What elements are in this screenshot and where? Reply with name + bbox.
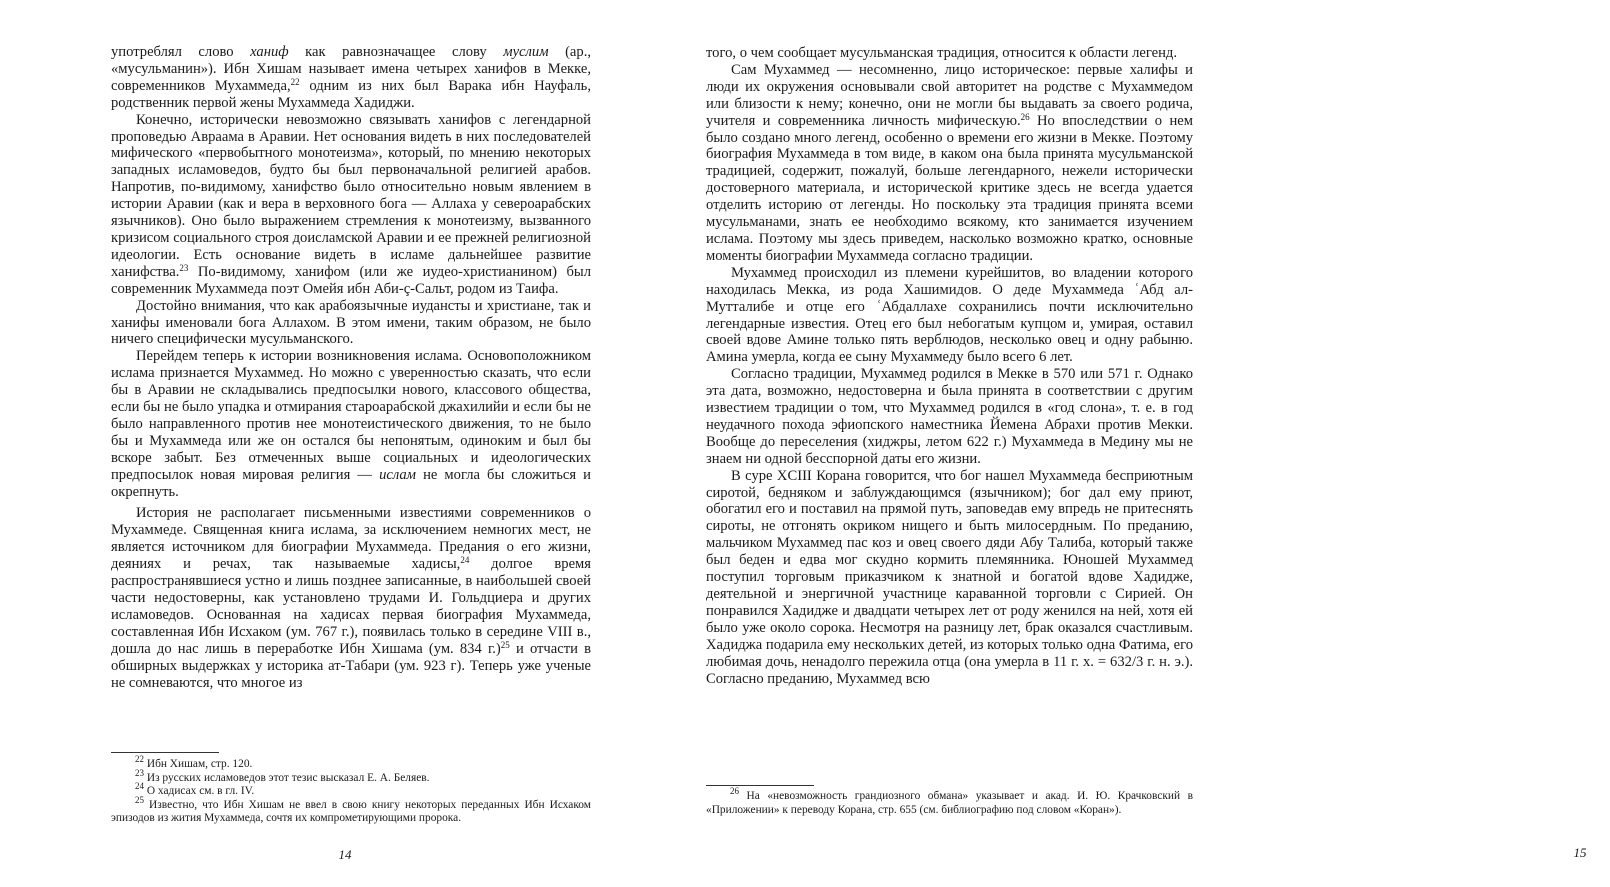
footnote-ref: 23 <box>179 262 189 273</box>
page-number: 15 <box>1573 845 1587 860</box>
footnote-number: 26 <box>730 786 739 796</box>
right-page <box>632 0 1587 887</box>
footnote-text: Из русских исламоведов этот тезис высказал Е. А. Беляев. <box>144 771 430 784</box>
right-page-body <box>706 45 1193 687</box>
paragraph <box>706 265 1193 366</box>
text-run: Согласно традиции, Мухаммед родился в Мекке в 570 или 571 г. Однако эта дата, возможно, недостоверна и была принята в соответствии с другим известием традиции о том, что Мухаммед родился в «год слона», т. е. в год неудачного похода эфиопского наместника Йемена Абрахи против Мекки. Вообще до переселения (хиджры, летом 622 г.) Мухаммеда в Медину мы не знаем ни одной бесспорной даты его жизни. <box>706 366 1193 467</box>
footnote-ref: 26 <box>1020 111 1030 122</box>
footnote-text: О хадисах см. в гл. IV. <box>144 785 255 798</box>
footnote-ref: 24 <box>460 555 470 566</box>
text-run: того, о чем сообщает мусульманская традиция, относится к области легенд. <box>706 45 1177 61</box>
text-run: Достойно внимания, что как арабоязычные иудансты и христиане, так и ханифы именовали бога Аллахом. В этом имени, таким образом, не было ничего специфически мусульманского. <box>111 297 591 348</box>
footnote-separator <box>111 752 219 753</box>
paragraph <box>706 468 1193 688</box>
text-run: одним из них был Варака ибн Науфаль, родственник первой жены Мухаммеда Хадиджи. <box>111 77 591 111</box>
text-run: Перейдем теперь к истории возникновения ислама. Основоположником ислама признается Мухаммед. Но можно с уверенностью сказать, что если бы в Аравии не складывались предпосылки нового, классового общества, если бы не было упадка и отмирания староарабской джахилийи и если бы не было направленного против нее монотеистического движения, то не было бы и Мухаммеда или же он остался бы непонятым, одиноким и был бы вскоре забыт. Без отмеченных выше социальных и идеологических предпосылок новая мировая религия — <box>111 348 591 483</box>
footnote-text: Ибн Хишам, стр. 120. <box>144 758 253 770</box>
footnote-ref: 22 <box>290 76 300 87</box>
left-page-body <box>111 44 591 691</box>
text-run: Мухаммед происходил из племени курейшитов, во владении которого находилась Мекка, из рода Хашимидов. О деде Мухаммеда ʿАбд ал-Мутталибе и отце его ʿАбдаллахе сохранились почти исключительно легендарные известия. Отец его был небогатым купцом и, умирая, оставил своей вдове Амине только пять верблюдов, несколько овец и одну рабыню. Амина умерла, когда ее сыну Мухаммеду было всего 6 лет. <box>706 264 1193 366</box>
footnote-number: 25 <box>135 794 144 805</box>
text-run: В суре XCIII Корана говорится, что бог нашел Мухаммеда бесприютным сиротой, бедняком и заблуждающимся (язычником); бог дал ему приют, обогатил его и поставил на прямой путь, заповедав ему впредь не притеснять сироты, не отгонять окриком нищего и быть милосердным. По преданию, мальчиком Мухаммед пас коз и овец своего дяди Абу Талиба, который также был беден и едва мог скудно кормить племянника. Юношей Мухаммед поступил торговым приказчиком к знатной и богатой вдове Хадидже, деятельной и энергичной участнице караванной торговли с Сирией. Он понравился Хадидже и двадцати четырех лет от роду женился на ней, хотя ей было уже около сорока. Несмотря на разницу лет, брак оказался счастливым. Хадиджа подарила ему нескольких детей, из которых только одна Фатима, его любимая дочь, ненадолго пережила отца (она умерла в 11 г. х. = 632/3 г. н. э.). Согласно преданию, Мухаммед всю <box>706 467 1193 687</box>
text-run: как равнозначащее слову <box>288 44 504 60</box>
text-run: Сам Мухаммед — несомненно, лицо историческое: первые халифы и люди их окружения основывали свой авторитет на родстве с Мухаммедом или близости к нему; конечно, они не могли бы выдавать за своего родича, учителя и современника личность мифическую. <box>706 61 1193 129</box>
text-run: (ар., «мусульманин»). Ибн Хишам называет имена четырех ханифов в Мекке, современников Мухаммеда, <box>111 44 591 94</box>
footnote <box>111 754 591 772</box>
paragraph <box>111 298 591 349</box>
footnote-text: На «невозможность грандиозного обмана» указывает и акад. И. Ю. Крачковский в «Приложении» к переводу Корана, стр. 655 (см. библиографию под словом «Коран»). <box>706 790 1193 816</box>
text-run: Но впоследствии о нем было создано много легенд, особенно о времени его жизни в Мекке. Поэтому биография Мухаммеда в том виде, в каком она была принята мусульманской традицией, содержит, пожалуй, больше легендарного, нежели исторически достоверного материала, и исторической критике здесь не всегда удается отделить историю от легенды. Но поскольку эта традиция принята всеми мусульманами, знать ее необходимо всякому, кто занимается изучением ислама. Поэтому мы здесь приведем, насколько возможно кратко, основные моменты биографии Мухаммеда согласно традиции. <box>706 112 1193 264</box>
footnote-number: 22 <box>135 754 144 764</box>
text-run: и отчасти в обширных выдержках у историка ат-Табари (ум. 923 г). Теперь уже ученые не сомневаются, что многое из <box>111 640 591 691</box>
footnote-number: 24 <box>135 781 144 792</box>
text-run: долгое время распространявшиеся устно и лишь позднее записанные, в наибольшей своей части недостоверны, как установлено трудами И. Гольдциера и других исламоведов. Основанная на хадисах первая биография Мухаммеда, составленная Ибн Исхаком (ум. 767 г.), появилась только в середине VIII в., дошла до нас лишь в переработке Ибн Хишама (ум. 834 г.) <box>111 556 592 657</box>
footnote <box>111 767 591 786</box>
footnote <box>111 781 591 799</box>
italic-term: ханиф <box>250 44 289 60</box>
paragraph <box>111 44 591 112</box>
italic-term: муслим <box>503 44 549 60</box>
footnote-separator <box>706 785 814 786</box>
text-run: употреблял слово <box>111 44 251 60</box>
right-page-footnotes <box>706 786 1193 817</box>
paragraph <box>706 62 1193 265</box>
footnote-number: 23 <box>135 767 144 778</box>
paragraph <box>111 505 591 691</box>
text-run: По-видимому, ханифом (или же иудео-христианином) был современник Мухаммеда поэт Омейя ибн Аби-ç-Сальт, родом из Таифа. <box>111 263 591 297</box>
footnote <box>706 786 1193 817</box>
footnote <box>111 794 591 826</box>
left-page <box>0 0 632 887</box>
text-run: Конечно, исторически невозможно связывать ханифов с легендарной проповедью Авраама в Аравии. Нет основания видеть в них последователей мифического «первобытного монотеизма», который, по мнению некоторых западных исламоведов, будто бы был первоначальной религией арабов. Напротив, по-видимому, ханифство было относительно новым явлением в истории Аравии (как и вера в верховного бога — Аллаха у североарабских язычников). Оно было выражением стремления к монотеизму, вызванного кризисом социального строя доисламской Аравии и ее прежней религиозной идеологии. Есть основание видеть в исламе дальнейшее развитие ханифства. <box>111 111 591 280</box>
footnote-ref: 25 <box>500 639 510 650</box>
left-page-footnotes <box>111 754 591 826</box>
footnote-text: Известно, что Ибн Хишам не ввел в свою книгу некоторых переданных Ибн Исхаком эпизодов из жития Мухаммеда, сочтя их компрометирующими пророка. <box>111 798 591 825</box>
paragraph <box>111 348 591 500</box>
text-run: История не располагает письменными известиями современников о Мухаммеде. Священная книга ислама, за исключением немногих мест, не является источником для биографии Мухаммеда. Предания о его жизни, деяниях и речах, так называемые хадисы, <box>111 505 591 573</box>
italic-term: ислам <box>379 466 416 483</box>
paragraph <box>706 45 1193 62</box>
page-number: 14 <box>338 847 352 862</box>
paragraph <box>111 112 591 298</box>
paragraph <box>706 366 1193 467</box>
text-run: не могла бы сложиться и окрепнуть. <box>111 466 591 500</box>
